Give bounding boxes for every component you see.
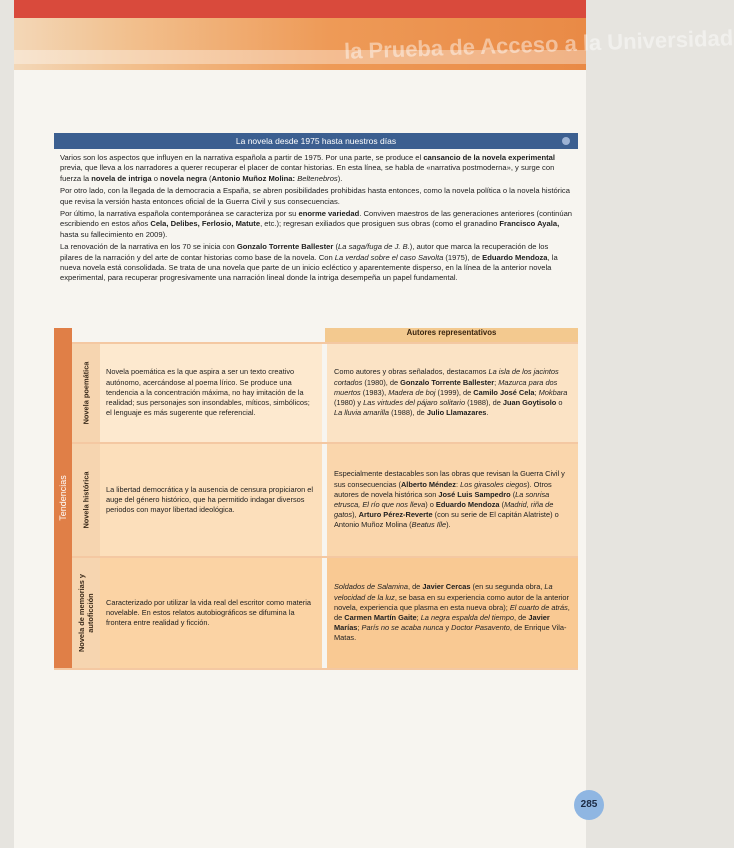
intro-paragraph: Por último, la narrativa española contemporánea se caracteriza por su enorme variedad. Conviven maestros de las generaciones anteriores (continúan escribiendo en estos años Cela, Delibes, Ferlosio, Matute, etc.); regresan exiliados que prosiguen sus obras (como el granadino Francisco Ayala, hasta su fallecimiento en 2009). [60, 209, 573, 239]
top-red-stripe [14, 0, 586, 18]
table-row [54, 443, 578, 557]
intro-paragraph: Varios son los aspectos que influyen en la narrativa española a partir de 1975. Por una parte, se produce el cansancio de la novela experimental previa, que lleva a los narradores a querer recuperar el placer de contar historias. En esta línea, se habla de «narrativa postmoderna», y surge con fuerza la novela de intriga o novela negra (Antonio Muñoz Molina: Beltenebros). [60, 153, 556, 183]
row-description: Novela poemática es la que aspira a ser un texto creativo autónomo, acercándose al poema lírico. Se produce una tendencia a la concentración máxima, no hay imitación de la realidad; sus personajes son insondables, míticos, simbólicos; el lenguaje es más sugerente que referencial. [100, 343, 322, 443]
intro-text [54, 149, 578, 284]
intro-paragraph: Por otro lado, con la llegada de la democracia a España, se abren posibilidades prohibidas hasta entonces, como la novela política o la novela histórica que revisa la versión hasta entonces oficial de la Guerra Civil y sus consecuencias. [60, 186, 570, 206]
row-description: La libertad democrática y la ausencia de censura propiciaron el auge del género histórico, que ha permitido indagar diversos periodos con mayor libertad ideológica. [100, 443, 322, 557]
tendencias-label: Tendencias [57, 475, 68, 521]
row-authors: Especialmente destacables son las obras que revisan la Guerra Civil y sus consecuencias (Alberto Méndez: Los girasoles ciegos). Otros autores de novela histórica son José Luis Sampedro (La sonrisa etrusca, El río que nos lleva) o Eduardo Mendoza (Madrid, riña de gatos), Arturo Pérez-Reverte (con su serie de El capitán Alatriste) o Antonio Muñoz Molina (Beatus Ille). [327, 443, 578, 557]
content-box [54, 133, 578, 670]
tendencias-side-label [54, 328, 72, 669]
page-number: 285 [574, 790, 604, 820]
book-page [14, 0, 734, 848]
banner-heading: la Prueba de Acceso a la Universidad [343, 25, 734, 64]
intro-paragraph: La renovación de la narrativa en los 70 se inicia con Gonzalo Torrente Ballester (La saga/fuga de J. B.), autor que marca la recuperación de los pilares de la narración y del arte de contar historias como base de la novela. Con La verdad sobre el caso Savolta (1975), de Eduardo Mendoza, la nueva novela está consolidada. Se trata de una novela que parte de un inicio ecléctico y aparentemente disperso, en la línea de la anterior novela experimental, para recuperar progresivamente una narración lineal donde la intriga desempeña un papel fundamental. [60, 242, 558, 283]
row-authors: Soldados de Salamina, de Javier Cercas (en su segunda obra, La velocidad de la luz, se basa en su experiencia como autor de la anterior novela, experiencia que plasma en esta nueva obra); El cuarto de atrás, de Carmen Martín Gaite; La negra espalda del tiempo, de Javier Marías; París no se acaba nunca y Doctor Pasavento, de Enrique Vila-Matas. [327, 557, 578, 669]
box-title-text: La novela desde 1975 hasta nuestros días [235, 136, 397, 146]
row-name: Novela de memorias y autoficción [77, 573, 95, 653]
row-name-cell [72, 557, 100, 669]
row-name: Novela poemática [81, 361, 91, 425]
row-name-cell [72, 443, 100, 557]
tendencias-table [54, 328, 578, 670]
table-row [54, 557, 578, 669]
info-dot-icon [562, 137, 570, 145]
top-banner [14, 0, 734, 70]
authors-column-header: Autores representativos [325, 328, 578, 342]
table-row [54, 343, 578, 443]
row-name: Novela histórica [81, 471, 91, 529]
row-authors: Como autores y obras señalados, destacamos La isla de los jacintos cortados (1980), de Gonzalo Torrente Ballester; Mazurca para dos muertos (1983), Madera de boj (1999), de Camilo José Cela; Mokbara (1980) y Las virtudes del pájaro solitario (1988), de Juan Goytisolo o La lluvia amarilla (1988), de Julio Llamazares. [327, 343, 578, 443]
box-title [54, 133, 578, 149]
row-description: Caracterizado por utilizar la vida real del escritor como materia novelable. En estos relatos autobiográficos se difumina la frontera entre realidad y ficción. [100, 557, 322, 669]
row-name-cell [72, 343, 100, 443]
